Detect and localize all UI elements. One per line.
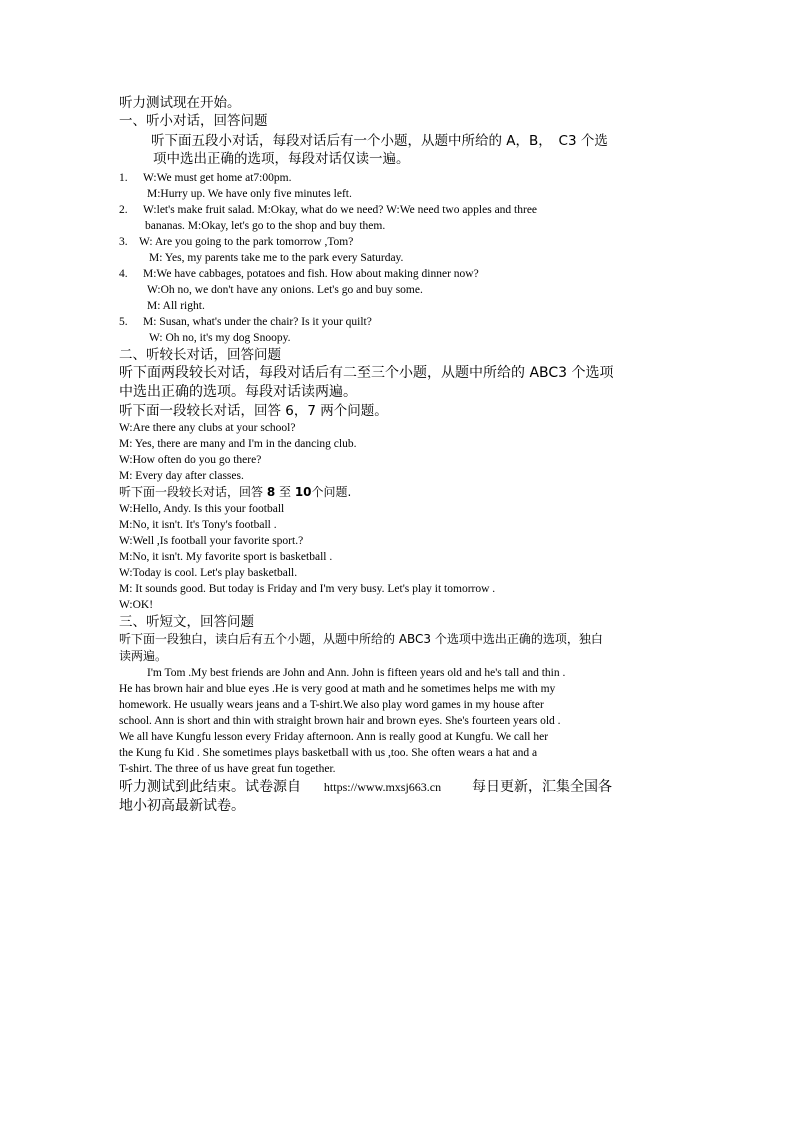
closing-text: 听力测试到此结束。试卷源自 (119, 779, 301, 795)
part3-instructions-line1: 听下面一段独白，读白后有五个小题，从题中所给的 ABC3 个选项中选出正确的选项，独白 (119, 632, 603, 646)
part3-heading: 三、听短文，回答问题 (119, 614, 254, 630)
part3-instructions (119, 631, 679, 665)
part2-sub2-dialogue (119, 501, 679, 613)
closing-text-update: 每日更新，汇集全国各 (472, 779, 613, 795)
dialogue-line: bananas. M:Okay, let's go to the shop and buy them. (145, 220, 386, 232)
dialogue-line: W: Oh no, it's my dog Snoopy. (149, 332, 291, 344)
part2-heading: 二、听较长对话，回答问题 (119, 347, 281, 363)
dialogue-line: W:Hello, Andy. Is this your football (119, 503, 285, 515)
dialogue-line: M:Hurry up. We have only five minutes left. (147, 188, 352, 200)
part2-sub2-num2: 10 (294, 485, 312, 499)
part3-passage (119, 665, 679, 777)
dialogue-line: M:No, it isn't. It's Tony's football . (119, 519, 277, 531)
dialogue-item (119, 170, 679, 202)
dialogue-line: M: Yes, my parents take me to the park every Saturday. (149, 252, 404, 264)
dialogue-line: W:Today is cool. Let's play basketball. (119, 567, 298, 579)
source-url-link[interactable]: https://www.mxsj663.cn (323, 780, 442, 794)
dialogue-line: M:No, it isn't. My favorite sport is basketball . (119, 551, 333, 563)
dialogue-number: 3. (119, 236, 128, 248)
dialogue-line: W:Well ,Is football your favorite sport.? (119, 535, 304, 547)
part2-instructions-line1: 听下面两段较长对话，每段对话后有二至三个小题，从题中所给的 ABC3 个选项 (119, 365, 614, 381)
dialogue-line: W:Oh no, we don't have any onions. Let's go and buy some. (147, 284, 423, 296)
part2-sub2-title-mid: 至 (275, 485, 295, 499)
dialogue-line: M: Susan, what's under the chair? Is it your quilt? (143, 316, 372, 328)
passage-line: We all have Kungfu lesson every Friday afternoon. Ann is really good at Kungfu. We call her (119, 731, 549, 743)
part2-sub2-title-post: 个问题. (311, 485, 352, 499)
dialogue-line: W:let's make fruit salad. M:Okay, what do we need? W:We need two apples and three (143, 204, 538, 216)
part2-instructions (119, 364, 679, 402)
part2-instructions-line2: 中选出正确的选项。每段对话读两遍。 (119, 384, 357, 400)
part1-instructions-line1: 听下面五段小对话，每段对话后有一个小题，从题中所给的 A，B， C3 个选 (151, 133, 608, 149)
part2-sub1-dialogue (119, 420, 679, 484)
page-header: 听力测试现在开始。 (119, 95, 241, 111)
dialogue-item (119, 266, 679, 314)
dialogue-line: W: Are you going to the park tomorrow ,Tom? (139, 236, 354, 248)
passage-line: homework. He usually wears jeans and a T-shirt.We also play word games in my house after (119, 699, 544, 711)
dialogue-line: M:We have cabbages, potatoes and fish. How about making dinner now? (143, 268, 479, 280)
passage-line: the Kung fu Kid . She sometimes plays basketball with us ,too. She often wears a hat and a (119, 747, 538, 759)
closing-line1 (119, 778, 679, 797)
dialogue-line: W:Are there any clubs at your school? (119, 422, 296, 434)
part2-sub2-title (119, 484, 679, 501)
dialogue-line: M: Yes, there are many and I'm in the dancing club. (119, 438, 357, 450)
closing-line2: 地小初高最新试卷。 (119, 798, 245, 814)
part2-sub2-num1: 8 (266, 485, 276, 499)
dialogue-line: M: It sounds good. But today is Friday and I'm very busy. Let's play it tomorrow . (119, 583, 496, 595)
dialogue-line: W:We must get home at7:00pm. (143, 172, 292, 184)
part1-instructions (119, 130, 679, 168)
dialogue-line: M: Every day after classes. (119, 470, 244, 482)
dialogue-line: M: All right. (147, 300, 205, 312)
dialogue-number: 2. (119, 204, 128, 216)
passage-line: He has brown hair and blue eyes .He is very good at math and he sometimes helps me with my (119, 683, 556, 695)
dialogue-number: 1. (119, 172, 128, 184)
passage-line: I'm Tom .My best friends are John and Ann. John is fifteen years old and he's tall and thin . (147, 667, 566, 679)
part2-sub2-title-pre: 听下面一段较长对话，回答 (119, 485, 267, 499)
passage-line: T-shirt. The three of us have great fun together. (119, 763, 336, 775)
passage-line: school. Ann is short and thin with straight brown hair and brown eyes. She's fourteen years old . (119, 715, 561, 727)
part3-instructions-line2: 读两遍。 (119, 649, 168, 663)
dialogue-item (119, 314, 679, 346)
dialogue-line: W:OK! (119, 599, 154, 611)
part1-dialogues (119, 168, 679, 346)
dialogue-number: 4. (119, 268, 128, 280)
dialogue-item (119, 234, 679, 266)
document-content (119, 94, 679, 816)
part1-instructions-line2: 项中选出正确的选项，每段对话仅读一遍。 (153, 151, 410, 167)
dialogue-line: W:How often do you go there? (119, 454, 262, 466)
dialogue-number: 5. (119, 316, 128, 328)
closing-notice (119, 777, 679, 816)
part2-sub1-title: 听下面一段较长对话，回答 6，7 两个问题。 (119, 403, 388, 419)
part1-heading: 一、听小对话，回答问题 (119, 113, 268, 129)
dialogue-item (119, 202, 679, 234)
